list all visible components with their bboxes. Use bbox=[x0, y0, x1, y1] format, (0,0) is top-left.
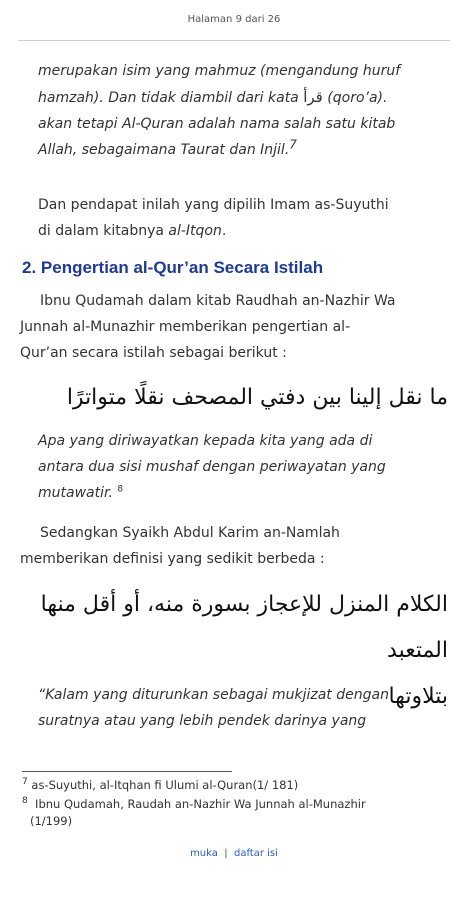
home-link[interactable]: muka bbox=[190, 848, 218, 859]
footnote-ref-8[interactable]: 8 bbox=[117, 484, 124, 495]
paragraph-translation-1 bbox=[38, 428, 448, 506]
paragraph-etymology bbox=[38, 58, 448, 163]
arabic-text: الكلام المنزل للإعجاز بسورة منه، أو أقل منها المتعبد bbox=[40, 592, 448, 663]
page-header bbox=[0, 0, 468, 44]
section-heading: 2. Pengertian al-Qur’an Secara Istilah bbox=[22, 258, 324, 277]
text-line: Ibnu Qudamah dalam kitab Raudhah an-Nazhir Wa bbox=[40, 293, 396, 309]
text-line: Allah, sebagaimana Taurat dan Injil. bbox=[38, 142, 290, 158]
text-line: antara dua sisi mushaf dengan periwayatan yang bbox=[38, 459, 386, 475]
footnote-8: $^8$ Ibnu Qudamah, Raudah an-Nazhir Wa Junnah al-Munazhir (1/199) bbox=[22, 796, 366, 828]
header-divider bbox=[18, 40, 450, 41]
paragraph-ibnu-qudamah bbox=[20, 288, 448, 366]
text-line: hamzah). Dan tidak diambil dari kata bbox=[38, 90, 299, 106]
arabic-text: ما نقل إلينا بين دفتي المصحف نقلًا متواترًا bbox=[66, 385, 448, 410]
paragraph-suyuthi: Dan pendapat inilah yang dipilih Imam as-Suyuthi di dalam kitabnya al-Itqon. bbox=[38, 197, 389, 239]
text-line: Sedangkan Syaikh Abdul Karim an-Namlah bbox=[40, 525, 340, 541]
paragraph-translation-2 bbox=[38, 682, 448, 734]
page-number-label: Halaman 9 dari 26 bbox=[187, 14, 281, 25]
arabic-inline-word: قرأ bbox=[303, 88, 323, 106]
text-line: Dan pendapat inilah yang dipilih Imam as-Suyuthi bbox=[38, 197, 389, 213]
text-line: “Kalam yang diturunkan sebagai mukjizat dengan bbox=[38, 687, 389, 703]
nav-separator: | bbox=[224, 848, 228, 859]
paragraph-namlah bbox=[20, 520, 448, 572]
footnote-divider bbox=[22, 771, 232, 772]
text-line: Apa yang diriwayatkan kepada kita yang ada di bbox=[38, 433, 373, 449]
book-title: al-Itqon bbox=[168, 223, 222, 239]
text-line: di dalam kitabnya bbox=[38, 223, 169, 239]
footnote-ref-7[interactable]: 7 bbox=[289, 137, 297, 152]
footnotes bbox=[22, 777, 452, 830]
table-of-contents-link[interactable]: daftar isi bbox=[233, 848, 278, 859]
arabic-text: بتلاوتها bbox=[388, 684, 448, 709]
text-line: merupakan isim yang mahmuz (mengandung huruf bbox=[38, 63, 401, 79]
text-line: (qoro’a). bbox=[327, 90, 388, 106]
page-navigation bbox=[0, 848, 468, 859]
text-line: memberikan definisi yang sedikit berbeda : bbox=[20, 551, 325, 567]
text-line: mutawatir. bbox=[38, 485, 113, 501]
footnote-7: $^7$ as-Suyuthi, al-Itqhan fi Ulumi al-Quran(1/ 181) bbox=[22, 777, 299, 792]
text-line: akan tetapi Al-Quran adalah nama salah satu kitab bbox=[38, 116, 396, 132]
arabic-definition-1 bbox=[20, 378, 448, 418]
text-line: Qur’an secara istilah sebagai berikut : bbox=[20, 345, 287, 361]
text-line: Junnah al-Munazhir memberikan pengertian al- bbox=[20, 319, 351, 335]
text-line: suratnya atau yang lebih pendek darinya yang bbox=[38, 713, 367, 729]
